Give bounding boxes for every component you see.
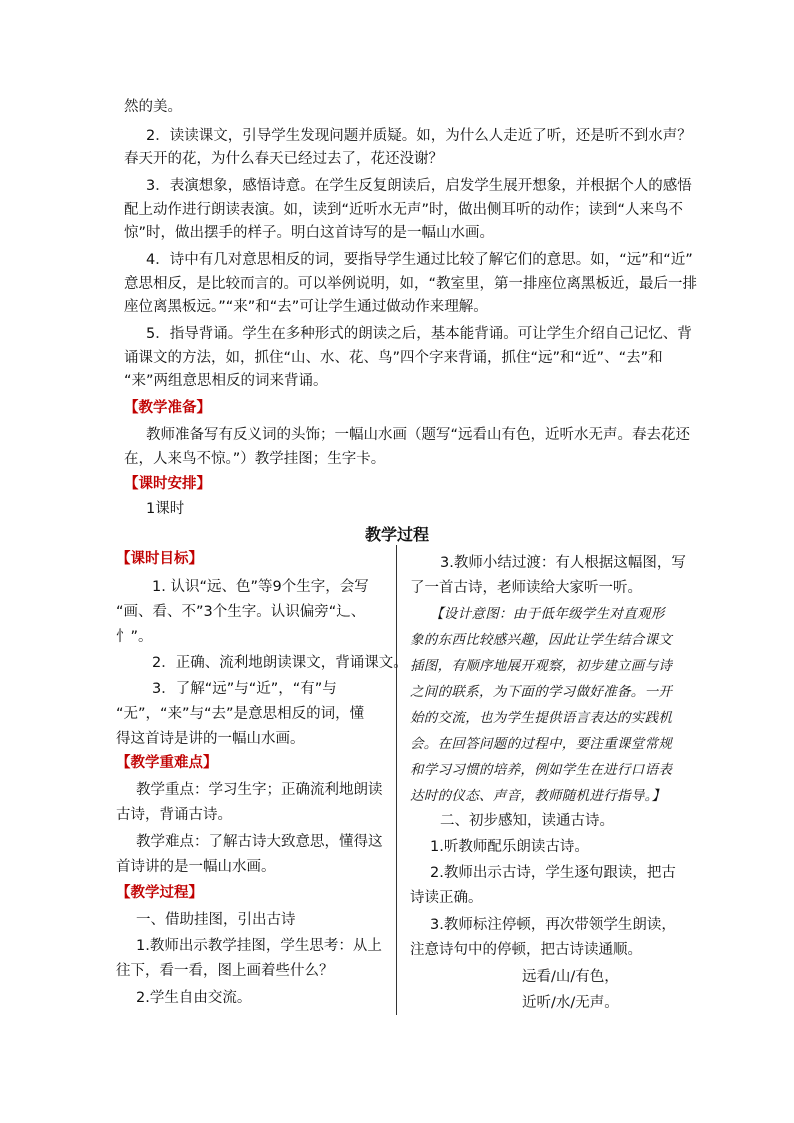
text-line: 二、初步感知，读通古诗。 — [440, 813, 614, 829]
section-heading: 【课时目标】 — [116, 551, 203, 567]
text-line: “来”两组意思相反的词来背诵。 — [124, 373, 328, 389]
text-line: 诗读正确。 — [410, 890, 483, 906]
text-line: 1. 认识“远、色”等9个生字，会写 — [152, 579, 369, 595]
text-line: 诵课文的方法，如，抓住“山、水、花、鸟”四个字来背诵，抓住“远”和“近”、“去”和 — [124, 350, 663, 366]
design-note: 始的交流，也为学生提供语言表达的实践机 — [410, 710, 673, 726]
process-title: 教学过程 — [364, 525, 429, 544]
text-line: “无”，“来”与“去”是意思相反的词，懂 — [116, 706, 365, 722]
section-heading: 【教学过程】 — [116, 885, 203, 901]
design-note: 之间的联系，为下面的学习做好准备。一开 — [410, 684, 673, 700]
text-line: 2．正确、流利地朗读课文，背诵课文。 — [152, 655, 408, 671]
text-line: 往下，看一看，图上画着些什么？ — [116, 963, 334, 979]
text-line: “画、看、不”3个生字。认识偏旁“辶、 — [116, 604, 366, 620]
text-line: 教学难点：了解古诗大致意思，懂得这 — [136, 834, 383, 850]
text-line: 2．读读课文，引导学生发现问题并质疑。如，为什么人走近了听，还是听不到水声？ — [146, 128, 692, 144]
text-line: 首诗讲的是一幅山水画。 — [116, 859, 276, 875]
text-line: 5．指导背诵。学生在多种形式的朗读之后，基本能背诵。可让学生介绍自己记忆、背 — [146, 326, 692, 342]
text-line: 注意诗句中的停顿，把古诗读通顺。 — [410, 942, 642, 958]
text-line: 2.教师出示古诗，学生逐句跟读，把古 — [430, 865, 676, 881]
text-line: 惊”时，做出摆手的样子。明白这首诗写的是一幅山水画。 — [124, 225, 495, 241]
text-line: 一、借助挂图，引出古诗 — [136, 912, 296, 928]
text-line: 了一首古诗，老师读给大家听一听。 — [410, 580, 642, 596]
text-line: 得这首诗是讲的一幅山水画。 — [116, 731, 305, 747]
design-note: 会。在回答问题的过程中，要注重课堂常规 — [410, 736, 673, 752]
design-note: 达时的仪态、声音，教师随机进行指导。】 — [410, 788, 666, 804]
text-line: 配上动作进行朗读表演。如，读到“近听水无声”时，做出侧耳听的动作；读到“人来鸟不 — [124, 202, 684, 218]
text-line: 2.学生自由交流。 — [136, 990, 252, 1006]
text-line: 然的美。 — [124, 99, 182, 115]
section-heading: 【教学准备】 — [124, 400, 211, 416]
text-line: 3.教师小结过渡：有人根据这幅图，写 — [440, 555, 686, 571]
text-line: 3.教师标注停顿，再次带领学生朗读， — [430, 917, 676, 933]
column-divider — [396, 545, 397, 1015]
text-line: 1课时 — [146, 501, 185, 517]
text-line: 在，人来鸟不惊。”）教学挂图；生字卡。 — [124, 451, 386, 467]
design-note: 【设计意图：由于低年级学生对直观形 — [430, 606, 665, 622]
text-line: 座位离黑板远。”“来”和“去”可让学生通过做动作来理解。 — [124, 299, 488, 315]
text-line: 意思相反，是比较而言的。可以举例说明，如，“教室里，第一排座位离黑板近，最后一排 — [124, 276, 698, 292]
text-line: 1.听教师配乐朗读古诗。 — [430, 839, 589, 855]
design-note: 插图，有顺序地展开观察，初步建立画与诗 — [410, 658, 673, 674]
text-line: 3．了解“远”与“近”，“有”与 — [152, 681, 337, 697]
section-heading: 【教学重难点】 — [116, 755, 218, 771]
text-line: 古诗，背诵古诗。 — [116, 807, 232, 823]
text-line: 忄”。 — [116, 629, 153, 645]
text-line: 春天开的花，为什么春天已经过去了，花还没谢？ — [124, 151, 443, 167]
section-heading: 【课时安排】 — [124, 476, 211, 492]
text-line: 教学重点：学习生字；正确流利地朗读 — [136, 782, 383, 798]
design-note: 和学习习惯的培养，例如学生在进行口语表 — [410, 762, 673, 778]
text-line: 教师准备写有反义词的头饰；一幅山水画（题写“远看山有色，近听水无声。春去花还 — [146, 427, 691, 443]
poem-line: 远看/山/有色， — [522, 969, 619, 985]
text-line: 1.教师出示教学挂图，学生思考：从上 — [136, 938, 382, 954]
text-line: 4．诗中有几对意思相反的词，要指导学生通过比较了解它们的意思。如，“远”和“近” — [146, 252, 693, 268]
design-note: 象的东西比较感兴趣，因此让学生结合课文 — [410, 632, 673, 648]
poem-line: 近听/水/无声。 — [522, 995, 619, 1011]
text-line: 3．表演想象，感悟诗意。在学生反复朗读后，启发学生展开想象，并根据个人的感悟 — [146, 178, 692, 194]
